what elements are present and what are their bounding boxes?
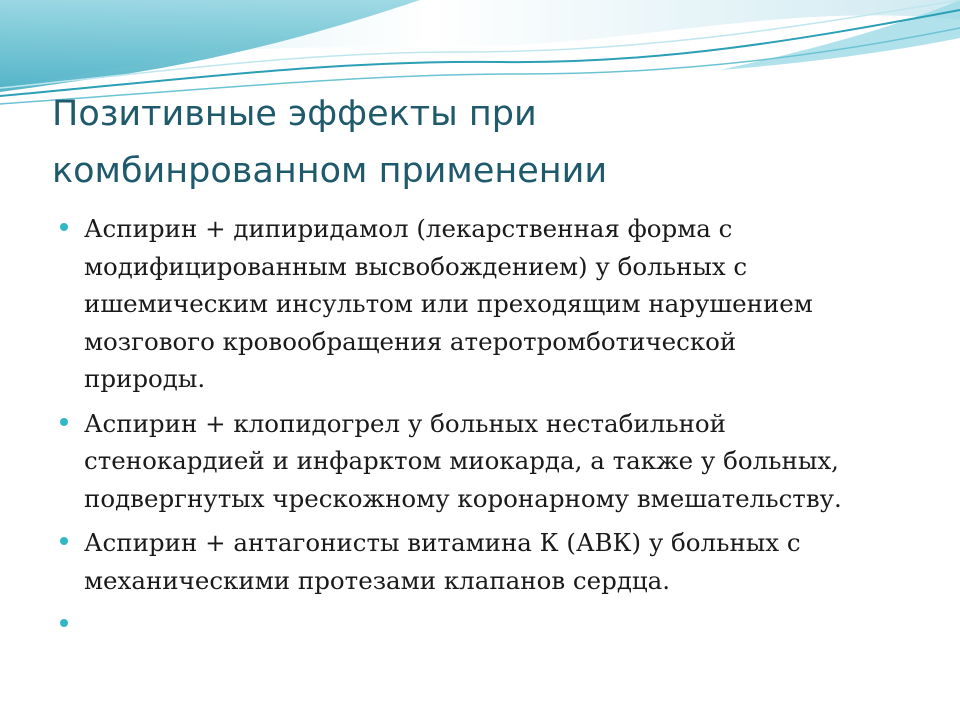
bullet-text-line: Аспирин + дипиридамол (лекарственная форма с [84, 214, 733, 243]
bullet-text-line: Аспирин + клопидогрел у больных нестабильной [84, 408, 727, 438]
bullet-item-empty [60, 606, 920, 643]
bullet-text-line: стенокардией и инфарктом миокарда, а также у больных, [84, 446, 839, 475]
bullet-dot-icon [60, 223, 68, 231]
bullet-text-line: подвергнутых чрескожному коронарному вмешательству. [84, 483, 842, 513]
bullet-item [60, 210, 920, 398]
bullet-list [60, 210, 920, 650]
bullet-text-line: механическими протезами клапанов сердца. [84, 565, 671, 595]
slide-title [52, 86, 912, 200]
bullet-text-line: природы. [84, 364, 206, 393]
slide-title-line: Позитивные эффекты при [52, 94, 537, 134]
bullet-item [60, 524, 920, 599]
bullet-item [60, 405, 920, 518]
bullet-text-line: модифицированным высвобождением) у больных с [84, 251, 748, 281]
bullet-dot-icon [60, 418, 68, 426]
slide-title-line: комбинрованном применении [52, 151, 608, 191]
bullet-dot-icon [60, 537, 68, 545]
bullet-dot-icon [60, 619, 68, 627]
bullet-text-line: мозгового кровообращения атеротромботической [84, 326, 737, 356]
bullet-text-line: Аспирин + антагонисты витамина К (АВК) у больных с [84, 528, 801, 557]
bullet-text-line: ишемическим инсультом или преходящим нарушением [84, 289, 813, 318]
